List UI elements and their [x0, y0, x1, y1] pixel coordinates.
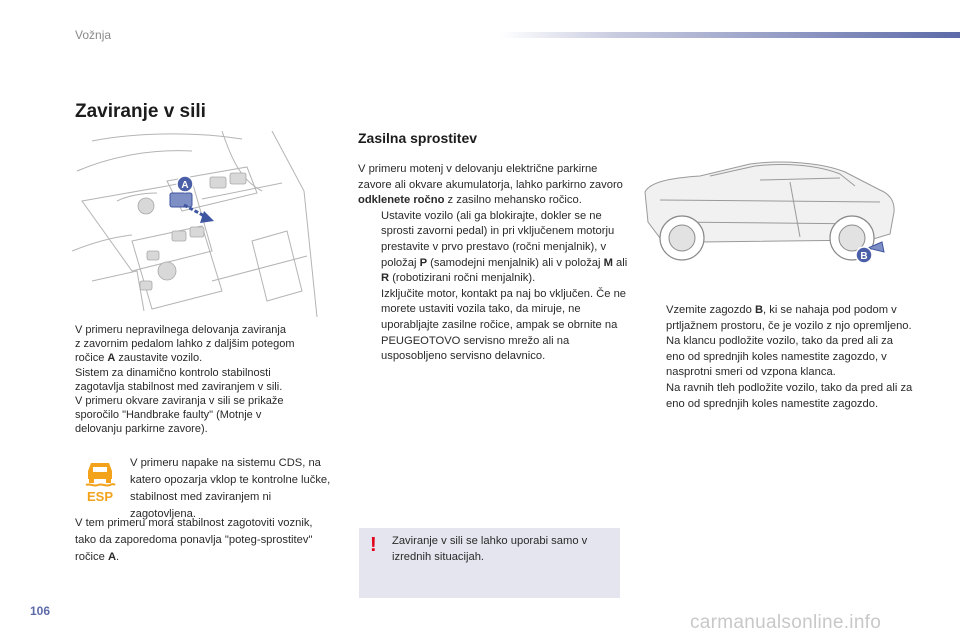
- right-bullet-1-t1: Vzemite zagozdo: [666, 304, 755, 316]
- watermark: carmanualsonline.info: [690, 612, 882, 633]
- bottom-left-text: [75, 515, 335, 566]
- warning-text: Zaviranje v sili se lahko uporabi samo v izrednih situacijah.: [392, 535, 588, 563]
- page-number: 106: [30, 604, 51, 618]
- bottom-left-body: V tem primeru mora stabilnost zagotoviti voznik, tako da zaporedoma ponavlja "poteg-sprostitev" ročice: [75, 517, 313, 563]
- chock-b-ref: B: [754, 304, 764, 316]
- middle-intro: [358, 162, 628, 209]
- left-line-4: Sistem za dinamično kontrolo stabilnosti: [75, 366, 271, 379]
- right-bullet-1: [643, 303, 913, 334]
- middle-bullet-1-t3: ali: [612, 256, 628, 269]
- right-bullet-2-extra: Na ravnih tleh podložite vozilo, tako da pred ali za eno od sprednjih koles namestite zagozdo.: [666, 381, 913, 410]
- page-title: Zaviranje v sili: [75, 101, 206, 122]
- middle-bullet-1-t1: Ustavite vozilo (ali ga blokirajte, dokler se ne sprosti zavorni pedal) in pri vključenem motorju prestavite v prvo prestavo (ročni menjalnik), v položaj: [381, 209, 615, 269]
- left-line-5: zagotavlja stabilnost med zaviranjem v sili.: [75, 380, 283, 393]
- left-line-6: V primeru okvare zaviranja v sili se prikaže: [75, 395, 284, 408]
- middle-bullet-1-t2: (samodejni menjalnik) ali v položaj: [427, 256, 604, 269]
- callout-b-label: B: [860, 251, 868, 262]
- right-bullet-list: [643, 303, 913, 412]
- right-bullet-1-t2: , ki se nahaja pod podom v prtljažnem prostoru, če je vozilo z njo opremljeno.: [666, 304, 912, 332]
- left-line-3: [75, 351, 325, 365]
- middle-intro-text: V primeru motenj v delovanju električne parkirne zavore ali okvare akumulatorja, lahko parkirno zavoro: [358, 163, 623, 191]
- left-line-3-end: zaustavite vozilo.: [115, 352, 203, 365]
- lever-a-ref: A: [107, 352, 116, 365]
- section-subtitle: Zasilna sprostitev: [358, 130, 478, 146]
- left-line-7: sporočilo "Handbrake faulty" (Motnje v: [75, 409, 262, 422]
- gear-r-ref: R: [381, 272, 390, 285]
- right-text: [643, 303, 913, 412]
- bottom-left-end: .: [116, 551, 120, 563]
- section-header: Vožnja: [75, 28, 112, 42]
- gear-p-ref: P: [419, 256, 428, 269]
- middle-text: [358, 162, 628, 365]
- middle-bullet-1: [358, 209, 628, 287]
- callout-a-label: A: [181, 180, 189, 191]
- right-bullet-2-text: Na klancu podložite vozilo, tako da pred ali za eno od sprednjih koles namestite zagozdo, v nasprotni smeri od vzpona klanca.: [666, 335, 893, 379]
- middle-bullet-1-t4: (robotizirani ročni menjalnik).: [389, 272, 536, 285]
- warning-note: [359, 528, 620, 598]
- warning-exclamation-icon: !: [370, 534, 377, 556]
- left-line-1: V primeru nepravilnega delovanja zaviranja: [75, 324, 286, 336]
- esp-warning-icon: [82, 457, 118, 503]
- right-bullet-2: [643, 334, 913, 412]
- header-gradient-bar: [500, 32, 960, 38]
- lever-a-ref-2: A: [107, 551, 117, 563]
- left-line-8: delovanju parkirne zavore).: [75, 423, 208, 436]
- left-line-2: z zavornim pedalom lahko z daljšim potegom: [75, 338, 295, 351]
- middle-bullet-list: [358, 209, 628, 365]
- middle-intro-bold: odklenete ročno: [358, 194, 445, 207]
- gear-m-ref: M: [603, 256, 613, 269]
- left-line-3-text: ročice: [75, 352, 108, 365]
- middle-bullet-2-text: Izključite motor, kontakt pa naj bo vključen. Če ne morete ustaviti vozila tako, da miruje, ne uporabljajte zasilne ročice, ampak se obrnite na PEUGEOTOVO servisno mrežo ali na usposobljeno servisno delavnico.: [381, 287, 627, 363]
- left-intro-text: [75, 323, 325, 437]
- car-illustration: [640, 152, 900, 270]
- middle-intro-end: z zasilno mehansko ročico.: [444, 194, 582, 207]
- middle-bullet-2: [358, 287, 628, 365]
- dashboard-illustration: [72, 131, 324, 317]
- esp-text: V primeru napake na sistemu CDS, na katero opozarja vklop te kontrolne lučke, stabilnost med zaviranjem ni zagotovljena.: [130, 457, 331, 520]
- esp-icon-label: ESP: [86, 489, 114, 503]
